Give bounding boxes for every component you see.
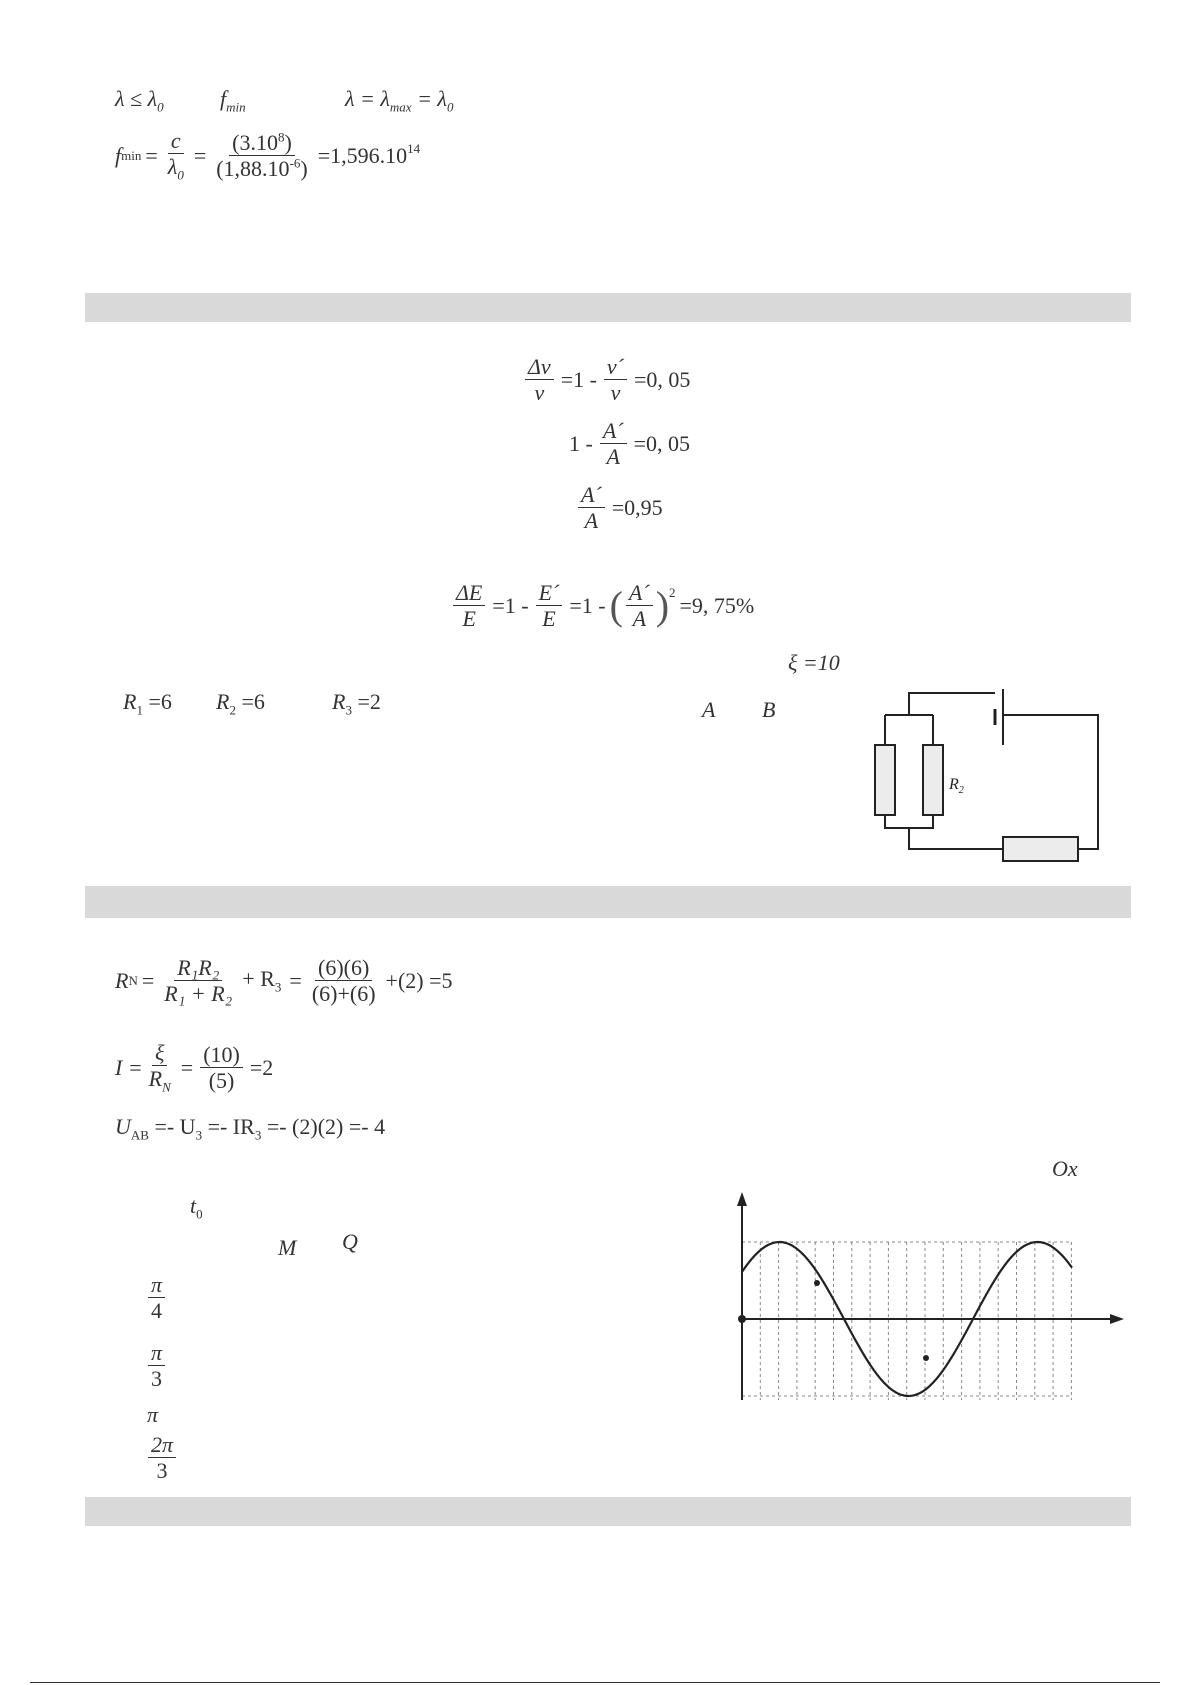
section-divider-3: [85, 1497, 1131, 1526]
resistor-r2: [923, 745, 943, 815]
circuit-diagram: [855, 685, 1115, 865]
page-footer-line: [30, 1682, 1160, 1683]
r2-value: $R_2 =6$: [216, 689, 265, 718]
photo-condition: $\lambda \le \lambda_0$: [115, 86, 164, 115]
point-q-label: Q: [342, 1229, 358, 1254]
wave-graph: [720, 1190, 1130, 1410]
wave-grid: [742, 1242, 1072, 1400]
r2-diagram-label: $R_2$: [949, 776, 964, 796]
option-a: $\frac{\pi}{4}$: [145, 1272, 168, 1324]
circuit-wire-battery-right: [1003, 715, 1098, 849]
section-divider-2: [85, 886, 1131, 918]
ox-axis-label: Ox: [1052, 1156, 1078, 1181]
amplitude-ratio: $\frac{A´}{A}$ =0,95: [575, 482, 667, 534]
current-equation: I = $\frac{\xi}{R_N}$ = $\frac{(10)}{(5)}$ =2: [115, 1040, 274, 1095]
t0-label: $t_0$: [190, 1193, 203, 1222]
section-divider-1: [85, 293, 1131, 322]
velocity-ratio-equation: $\frac{\Delta v}{v}$ =1 - $\frac{v´}{v}$ =0, 05: [522, 354, 694, 406]
point-b-label: B: [762, 697, 776, 722]
resistor-r1: [875, 745, 895, 815]
point-a-label: A: [702, 697, 716, 722]
circuit-wire-bottom: [909, 828, 1003, 849]
lambda-equation: $\lambda = \lambda_{max} = \lambda_0$: [345, 86, 454, 115]
point-m-label: M: [278, 1235, 297, 1260]
fmin-equation: f min = $\frac{c}{\lambda_0}$ = $\frac{(3.10^8)}{(1,88.10^{-6})}$ =1,596.10 $^{14}$: [115, 128, 421, 183]
energy-loss-equation: $\frac{\Delta E}{E}$ =1 - $\frac{E´}{E}$ =1 - ( $\frac{A´}{A}$ ) $^2$ =9, 75%: [450, 580, 758, 632]
option-c: π: [147, 1402, 159, 1427]
voltage-ab-equation: $U_{AB} =- U_3 =- IR_3 =- (2)(2) =- 4$: [115, 1114, 386, 1143]
point-m-dot: [814, 1280, 820, 1286]
option-b: $\frac{\pi}{3}$: [145, 1340, 168, 1392]
r3-value: $R_3 =2$: [332, 689, 381, 718]
fmin-label: $f_{min}$: [220, 86, 246, 115]
resistor-r3: [1003, 837, 1078, 861]
circuit-wire-top: [909, 693, 995, 715]
r1-value: $R_1 =6$: [123, 689, 172, 718]
equivalent-resistance-equation: R N = $\frac{\text{R₁R₂}}{\text{R₁ + R₂}}$ + $R_3$ = $\frac{(6)(6)}{(6)+(6)}$ +(2) =5: [115, 955, 453, 1007]
x-axis-arrow: [1110, 1314, 1124, 1324]
option-d: $\frac{2\pi}{3}$: [145, 1432, 179, 1484]
emf-value: ξ =10: [788, 650, 840, 675]
y-axis-arrow: [737, 1192, 747, 1206]
amplitude-equation: 1 - $\frac{A´}{A}$ =0, 05: [569, 418, 691, 470]
origin-point: [738, 1315, 746, 1323]
point-q-dot: [923, 1355, 929, 1361]
